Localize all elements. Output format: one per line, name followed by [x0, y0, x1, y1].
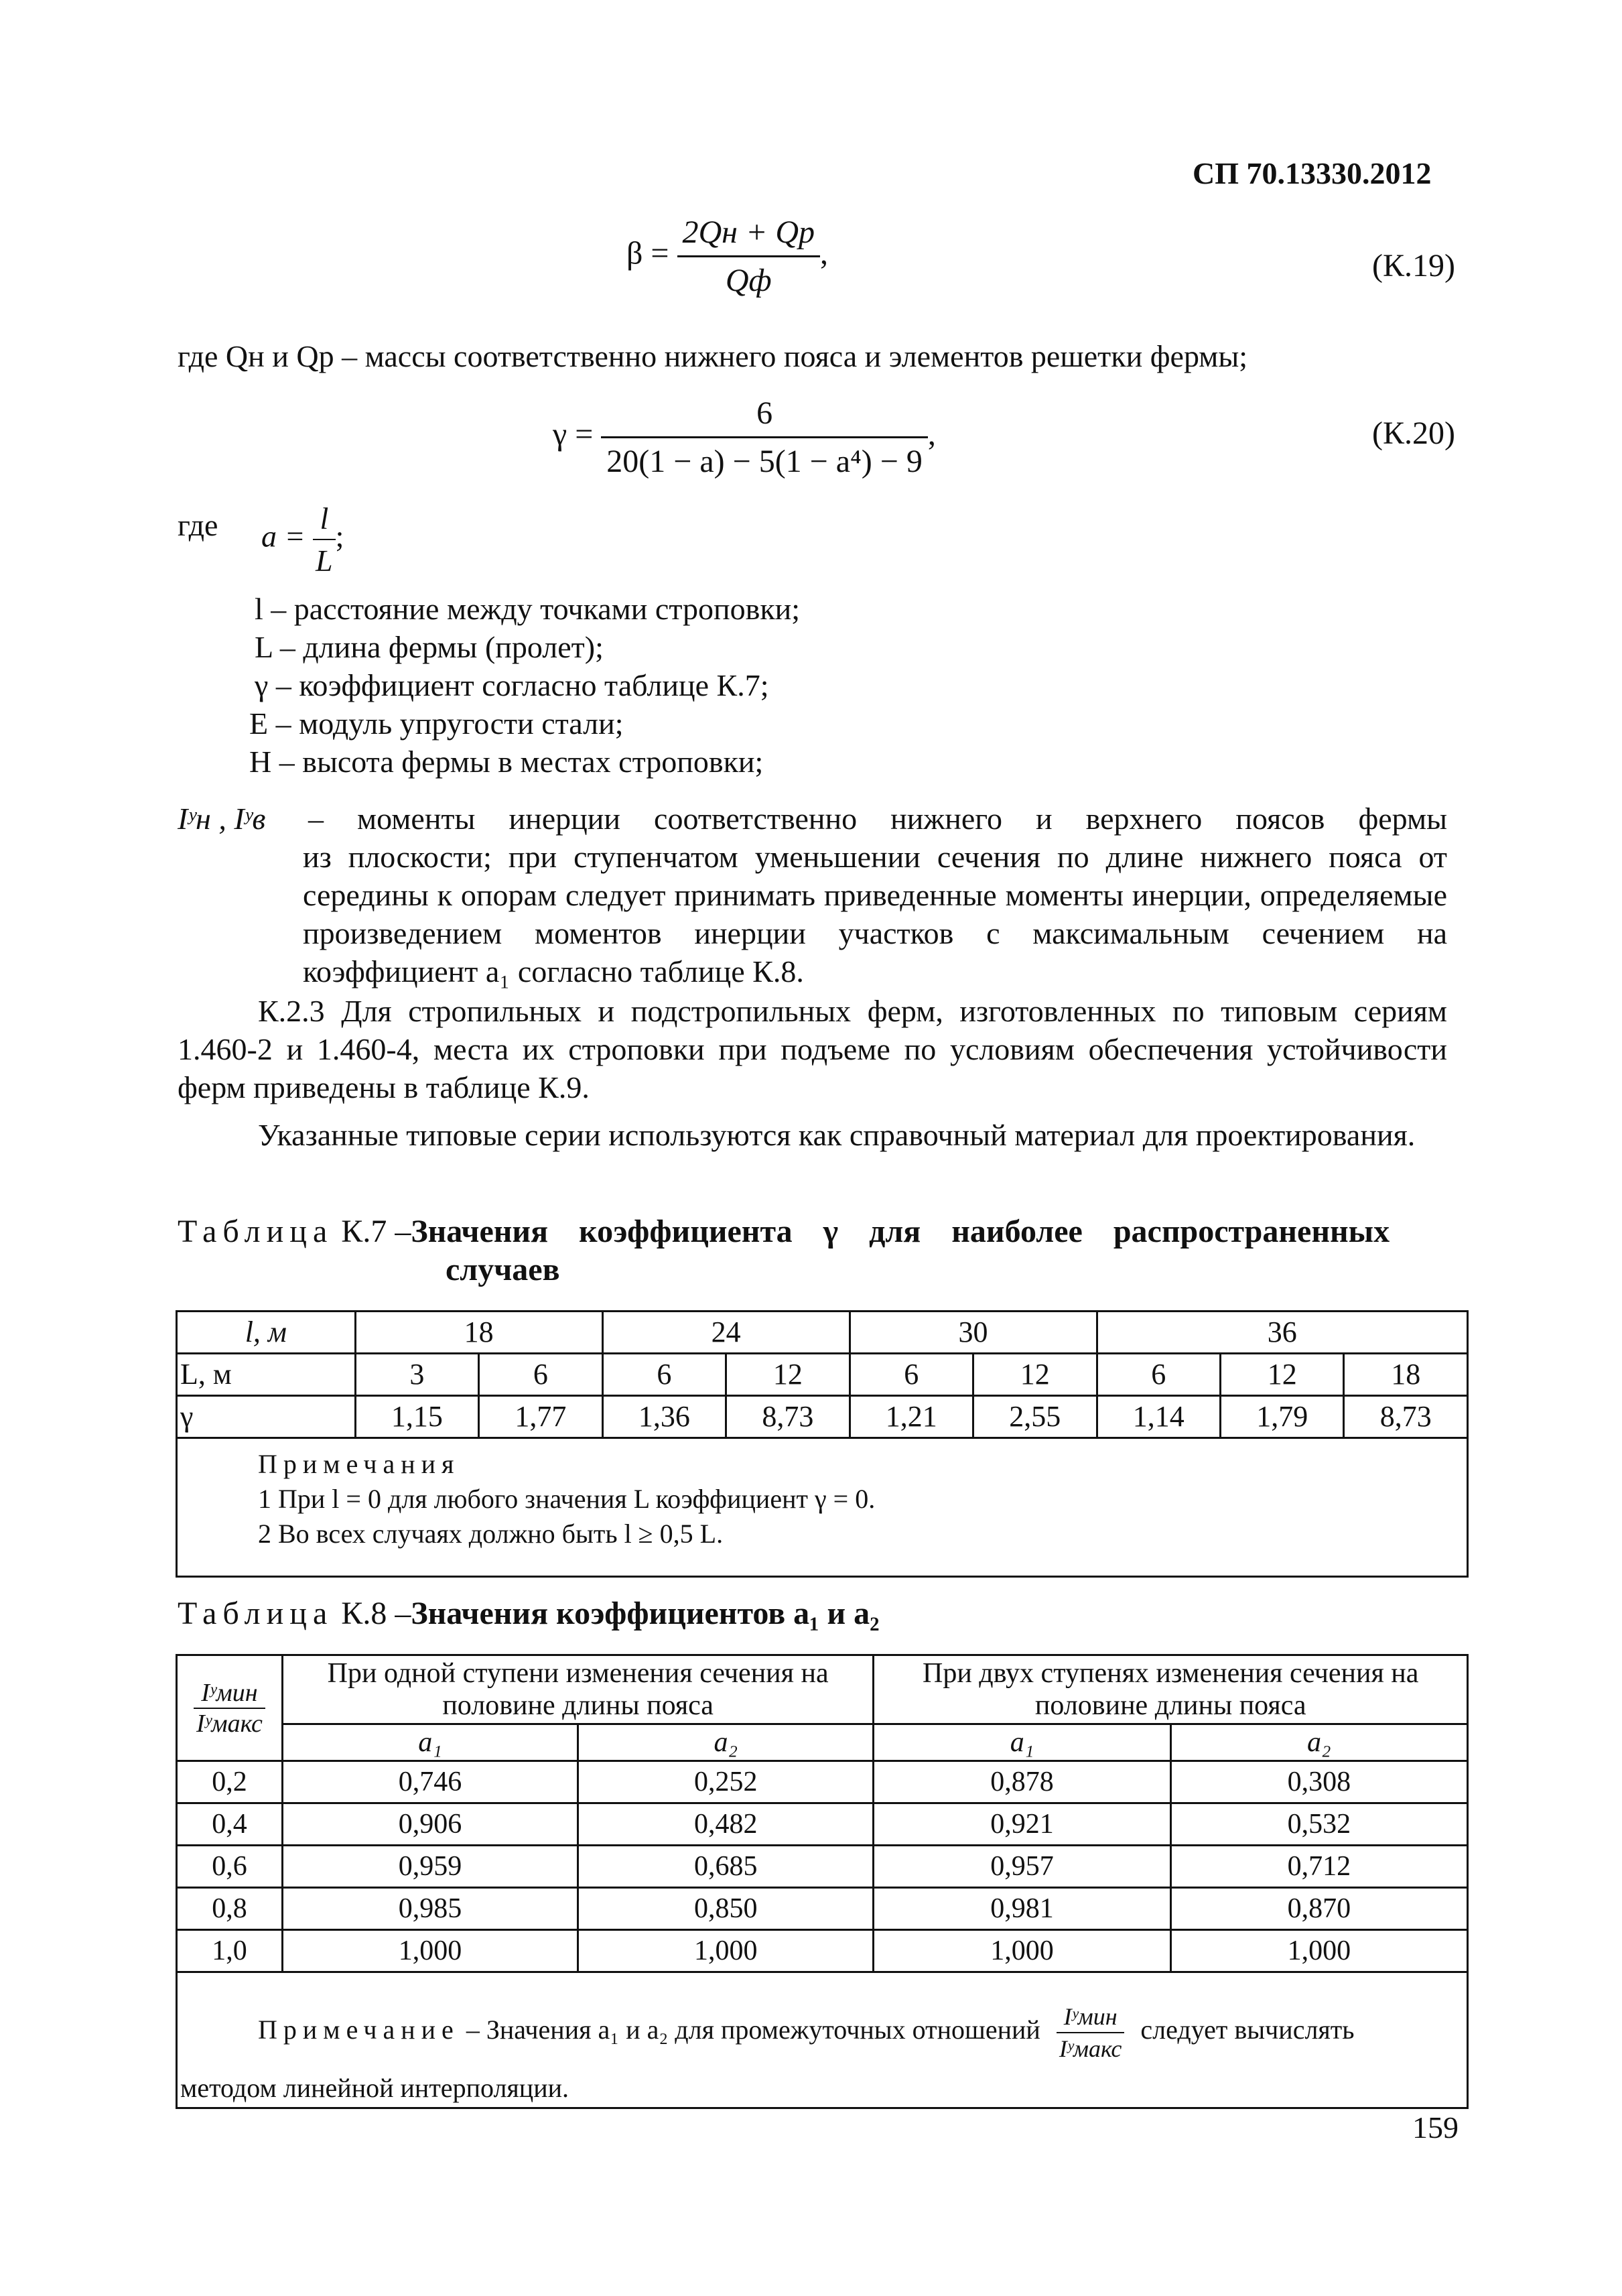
table-k7-cell: 24 [602, 1312, 850, 1354]
table-k8-col-a2: a₂ [1170, 1724, 1467, 1761]
table-k8-note-text: – Значения a₁ и a₂ для промежуточных отношений [466, 2015, 1040, 2045]
inertia-symbol: Iʸн , Iʸв [178, 802, 266, 836]
formula-k19-explanation: где Qн и Qр – массы соответственно нижнего пояса и элементов решетки фермы; [178, 339, 1248, 373]
table-cell: 0,921 [874, 1803, 1170, 1846]
table-k8 [176, 1654, 1469, 2109]
a-definition-lhs: a = [261, 519, 306, 554]
table-k8-ratio-denominator: Iʸмакс [194, 1708, 265, 1737]
table-k7-cell: 12 [973, 1354, 1097, 1396]
table-k7-row-label: γ [177, 1396, 356, 1438]
formula-k20-numerator: 6 [756, 395, 773, 431]
table-k7-cell: 3 [355, 1354, 478, 1396]
paragraph-series: Указанные типовые серии используются как справочный материал для проектирования. [258, 1118, 1416, 1152]
formula-k19-tail: , [820, 235, 829, 271]
formula-k20 [553, 394, 936, 481]
table-k8-note-word: Примечание [258, 2015, 460, 2045]
table-cell: 0,6 [177, 1846, 283, 1888]
table-k7-caption-word: Таблица [178, 1214, 334, 1249]
table-cell: 0,985 [282, 1888, 578, 1930]
table-cell: 0,532 [1170, 1803, 1467, 1846]
paragraph-k23: К.2.3 Для стропильных и подстропильных ферм, изготовленных по типовым сериям 1.460-2 и 1.460-4, места их строповки при подъеме по условиям обеспечения устойчивости ферм приведены в таблице К.9. [178, 994, 1447, 1104]
table-cell: 1,000 [874, 1930, 1170, 1972]
table-k8-header-row [177, 1655, 1468, 1724]
table-k7-cell: 6 [602, 1354, 726, 1396]
table-k8-note-ratio-denominator: Iʸмакс [1057, 2032, 1125, 2063]
table-row [177, 1803, 1468, 1846]
definition-item: H – высота фермы в местах строповки; [249, 745, 764, 779]
definition-item: γ – коэффициент согласно таблице К.7; [255, 668, 769, 702]
table-cell: 1,000 [282, 1930, 578, 1972]
table-cell: 0,981 [874, 1888, 1170, 1930]
page-number: 159 [1412, 2110, 1459, 2145]
table-k7-cell: 6 [479, 1354, 602, 1396]
table-cell: 0,685 [578, 1846, 874, 1888]
table-k7-cell: 8,73 [726, 1396, 850, 1438]
table-row [177, 1930, 1468, 1972]
table-k7-row-label: l, м [177, 1312, 356, 1354]
a-definition-tail: ; [335, 519, 344, 554]
table-k7-notes-row [177, 1438, 1468, 1577]
table-k8-col-a1: a₁ [282, 1724, 578, 1761]
table-k8-note-line2: методом линейной интерполяции. [180, 2073, 569, 2103]
table-cell: 0,746 [282, 1761, 578, 1803]
table-k7-cell: 1,21 [850, 1396, 973, 1438]
table-row [177, 1846, 1468, 1888]
table-k8-col-a1: a₁ [874, 1724, 1170, 1761]
table-k7-row-L [177, 1354, 1468, 1396]
formula-k20-lhs: γ = [553, 416, 594, 452]
table-cell: 0,308 [1170, 1761, 1467, 1803]
table-k7 [176, 1310, 1469, 1578]
inertia-line1: – моменты инерции соответственно нижнего и верхнего поясов фермы [308, 802, 1447, 836]
table-k7-cell: 30 [850, 1312, 1097, 1354]
table-cell: 0,2 [177, 1761, 283, 1803]
table-k8-subheader-row [177, 1724, 1468, 1761]
table-k7-notes-title: Примечания [258, 1449, 460, 1479]
table-k7-cell: 2,55 [973, 1396, 1097, 1438]
table-k8-ratio-numerator: Iʸмин [201, 1678, 258, 1707]
table-cell: 0,4 [177, 1803, 283, 1846]
table-k7-note: 2 Во всех случаях должно быть l ≥ 0,5 L. [258, 1519, 724, 1549]
table-cell: 0,957 [874, 1846, 1170, 1888]
a-definition-numerator: l [320, 501, 329, 535]
table-k7-cell: 12 [1220, 1354, 1343, 1396]
table-cell: 0,878 [874, 1761, 1170, 1803]
table-k8-note-tail: следует вычислять [1140, 2015, 1355, 2045]
table-k8-caption-word: Таблица [178, 1596, 334, 1631]
table-row [177, 1888, 1468, 1930]
where-a-word: где [178, 508, 218, 542]
table-k7-cell: 1,79 [1220, 1396, 1343, 1438]
formula-k19-lhs: β = [626, 235, 669, 271]
table-k7-caption [178, 1212, 1447, 1252]
table-k8-caption-number: К.8 – [341, 1596, 411, 1631]
document-code: СП 70.13330.2012 [1193, 156, 1432, 190]
table-k7-row-gamma [177, 1396, 1468, 1438]
table-k8-group-one-step: При одной ступени изменения сечения на половине длины пояса [282, 1655, 874, 1724]
table-k7-cell: 6 [1097, 1354, 1220, 1396]
definition-item: l – расстояние между точками строповки; [255, 592, 801, 626]
table-k8-caption [178, 1594, 880, 1634]
table-k8-caption-title: Значения коэффициентов a₁ и a₂ [411, 1596, 880, 1631]
table-cell: 0,959 [282, 1846, 578, 1888]
formula-k19-denominator: Qф [677, 255, 821, 300]
table-cell: 0,850 [578, 1888, 874, 1930]
table-cell: 0,870 [1170, 1888, 1467, 1930]
table-k7-row-l [177, 1312, 1468, 1354]
table-k7-cell: 6 [850, 1354, 973, 1396]
inertia-rest: из плоскости; при ступенчатом уменьшении сечения по длине нижнего пояса от середины к опорам следует принимать приведенные моменты инерции, определяемые произведением моментов инерции участков с максимальным сечением на коэффициент a₁ согласно таблице К.8. [303, 840, 1447, 988]
table-k7-cell: 8,73 [1344, 1396, 1468, 1438]
a-definition [261, 499, 344, 580]
table-k8-note-ratio-numerator: Iʸмин [1063, 2003, 1118, 2030]
table-k7-note: 1 При l = 0 для любого значения L коэффициент γ = 0. [258, 1484, 876, 1514]
table-k7-caption-title-line2: случаев [446, 1252, 560, 1287]
table-k7-cell: 36 [1097, 1312, 1468, 1354]
a-definition-denominator: L [313, 539, 336, 580]
table-k7-notes [177, 1438, 1468, 1577]
table-cell: 0,712 [1170, 1846, 1467, 1888]
table-k7-cell: 1,15 [355, 1396, 478, 1438]
formula-k19-numerator: 2Qн + Qр [682, 214, 815, 250]
table-cell: 1,000 [1170, 1930, 1467, 1972]
table-cell: 1,0 [177, 1930, 283, 1972]
table-k8-ratio-header [177, 1655, 283, 1761]
table-k8-col-a2: a₂ [578, 1724, 874, 1761]
table-cell: 0,8 [177, 1888, 283, 1930]
formula-k19-label: (К.19) [1372, 248, 1455, 283]
definition-item: L – длина фермы (пролет); [255, 630, 604, 664]
formula-k20-tail: , [927, 416, 936, 452]
table-cell: 0,482 [578, 1803, 874, 1846]
table-k7-caption-number: К.7 – [341, 1214, 411, 1249]
table-k7-cell: 18 [355, 1312, 602, 1354]
table-cell: 0,252 [578, 1761, 874, 1803]
table-row [177, 1761, 1468, 1803]
table-k7-cell: 1,14 [1097, 1396, 1220, 1438]
table-cell: 1,000 [578, 1930, 874, 1972]
table-k7-row-label: L, м [177, 1354, 356, 1396]
table-k8-note-row [177, 1972, 1468, 2108]
table-k7-cell: 1,36 [602, 1396, 726, 1438]
table-k8-note [177, 1972, 1468, 2108]
table-k7-cell: 18 [1344, 1354, 1468, 1396]
table-k8-group-two-steps: При двух ступенях изменения сечения на половине длины пояса [874, 1655, 1468, 1724]
definition-item: E – модуль упругости стали; [249, 706, 624, 741]
table-cell: 0,906 [282, 1803, 578, 1846]
formula-k20-denominator: 20(1 − a) − 5(1 − a⁴) − 9 [601, 436, 928, 481]
formula-k19 [626, 213, 828, 300]
table-k7-caption-title: Значения коэффициента γ для наиболее распространенных [411, 1214, 1390, 1249]
formula-k20-label: (К.20) [1372, 416, 1455, 451]
table-k7-cell: 12 [726, 1354, 850, 1396]
table-k7-cell: 1,77 [479, 1396, 602, 1438]
